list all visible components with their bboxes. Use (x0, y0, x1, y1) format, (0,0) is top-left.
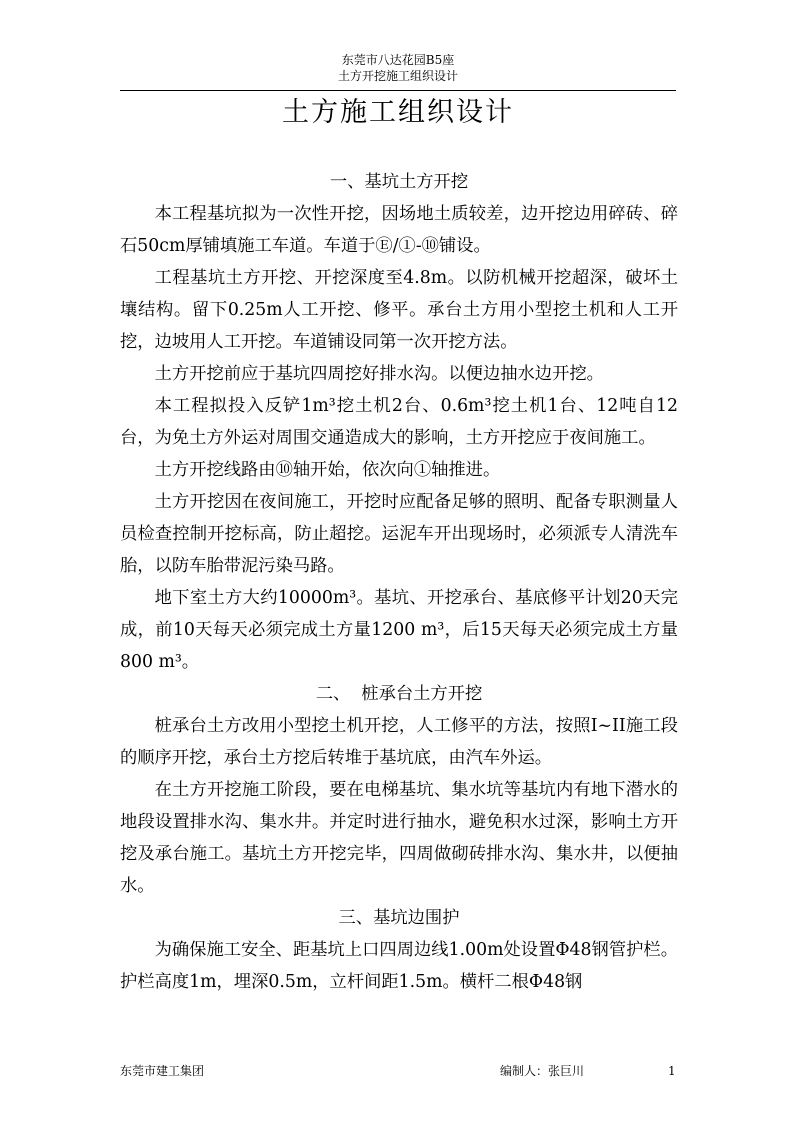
paragraph: 在土方开挖施工阶段，要在电梯基坑、集水坑等基坑内有地下潜水的地段设置排水沟、集水井。并定时进行抽水，避免积水过深，影响土方开挖及承台施工。基坑土方开挖完毕，四周做砌砖排水沟、集水井，以便抽水。 (120, 780, 678, 896)
footer-editor: 编制人：张巨川 (500, 1064, 585, 1078)
paragraph: 本工程拟投入反铲1m³挖土机2台、0.6m³挖土机1台、12吨自12台，为免土方外运对周围交通造成大的影响，土方开挖应于夜间施工。 (120, 396, 678, 448)
section-heading-1: 一、基坑土方开挖 (329, 172, 469, 192)
paragraph: 地下室土方大约10000m³。基坑、开挖承台、基底修平计划20天完成，前10天每天必须完成土方量1200 m³，后15天每天必须完成土方量800 m³。 (120, 588, 678, 672)
section-heading-3: 三、基坑边围护 (338, 908, 460, 928)
paragraph: 桩承台土方改用小型挖土机开挖，人工修平的方法，按照I~II施工段的顺序开挖，承台土方挖后转堆于基坑底，由汽车外运。 (120, 716, 678, 768)
header-project-name: 东莞市八达花园B5座 (341, 53, 455, 67)
paragraph: 土方开挖线路由⑩轴开始，依次向①轴推进。 (154, 460, 501, 480)
page-header (120, 52, 676, 84)
paragraph: 为确保施工安全、距基坑上口四周边线1.00m处设置Φ48钢管护栏。护栏高度1m，埋深0.5m，立杆间距1.5m。横杆二根Φ48钢 (120, 940, 678, 992)
paragraph: 土方开挖前应于基坑四周挖好排水沟。以便边抽水边开挖。 (154, 364, 604, 384)
footer-company: 东莞市建工集团 (120, 1064, 205, 1078)
section-heading-2: 二、 桩承台土方开挖 (315, 684, 483, 704)
document-body (120, 166, 678, 998)
header-divider (120, 90, 676, 91)
footer-page-number: 1 (668, 1064, 676, 1078)
paragraph: 土方开挖因在夜间施工，开挖时应配备足够的照明、配备专职测量人员检查控制开挖标高，防止超挖。运泥车开出现场时，必须派专人清洗车胎，以防车胎带泥污染马路。 (120, 492, 678, 576)
header-doc-name: 土方开挖施工组织设计 (337, 69, 458, 83)
paragraph: 本工程基坑拟为一次性开挖，因场地土质较差，边开挖边用碎砖、碎石50cm厚铺填施工车道。车道于Ⓔ/①-⑩铺设。 (120, 204, 678, 256)
paragraph: 工程基坑土方开挖、开挖深度至4.8m。以防机械开挖超深，破坏土壤结构。留下0.25m人工开挖、修平。承台土方用小型挖土机和人工开挖，边坡用人工开挖。车道铺设同第一次开挖方法。 (120, 268, 678, 352)
document-title: 土方施工组织设计 (282, 97, 514, 128)
